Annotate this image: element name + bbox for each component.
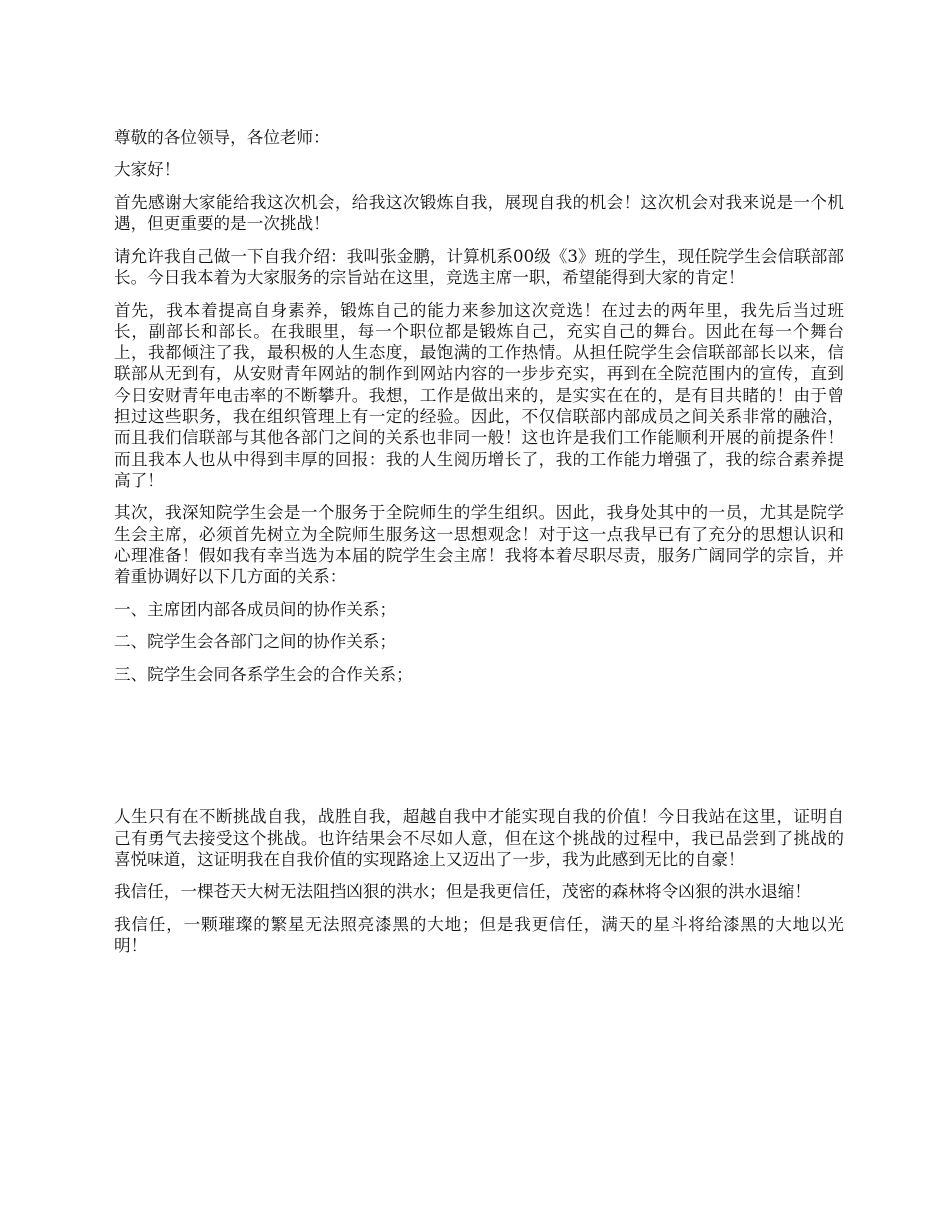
list-item-2: 二、院学生会各部门之间的协作关系； <box>114 632 397 652</box>
paragraph-introduction: 请允许我自己做一下自我介绍：我叫张金鹏，计算机系00级《3》班的学生，现任院学生会信联部部长。今日我本着为大家服务的宗旨站在这里，竞选主席一职，希望能得到大家的肯定！ <box>114 246 844 288</box>
list-item-3: 三、院学生会同各系学生会的合作关系； <box>114 664 413 684</box>
paragraph-experience: 首先，我本着提高自身素养，锻炼自己的能力来参加这次竞选！在过去的两年里，我先后当过班长，副部长和部长。在我眼里，每一个职位都是锻炼自己，充实自己的舞台。因此在每一个舞台上，我都倾注了我，最积极的人生态度，最饱满的工作热情。从担任院学生会信联部部长以来，信联部从无到有，从安财青年网站的制作到网站内容的一步步充实，再到在全院范围内的宣传，直到今日安财青年电击率的不断攀升。我想，工作是做出来的，是实实在在的，是有目共睹的！由于曾担过这些职务，我在组织管理上有一定的经验。因此，不仅信联部内部成员之间关系非常的融洽，而且我们信联部与其他各部门之间的关系也非同一般！这也许是我们工作能顺利开展的前提条件！而且我本人也从中得到丰厚的回报：我的人生阅历增长了，我的工作能力增强了，我的综合素养提高了！ <box>114 300 844 490</box>
salutation: 尊敬的各位领导，各位老师： <box>114 128 330 147</box>
paragraph-stars: 我信任，一颗璀璨的繁星无法照亮漆黑的大地；但是我更信任，满天的星斗将给漆黑的大地以光明！ <box>114 914 844 956</box>
paragraph-challenge: 人生只有在不断挑战自我，战胜自我，超越自我中才能实现自我的价值！今日我站在这里，证明自己有勇气去接受这个挑战。也许结果会不尽如人意，但在这个挑战的过程中，我已品尝到了挑战的喜悦味道，这证明我在自我价值的实现路途上又迈出了一步，我为此感到无比的自豪！ <box>114 807 844 869</box>
paragraph-thanks: 首先感谢大家能给我这次机会，给我这次锻炼自我，展现自我的机会！这次机会对我来说是一个机遇，但更重要的是一次挑战！ <box>114 192 844 234</box>
paragraph-tree: 我信任，一棵苍天大树无法阻挡凶狠的洪水；但是我更信任，茂密的森林将令凶狠的洪水退缩！ <box>114 882 811 902</box>
paragraph-service: 其次，我深知院学生会是一个服务于全院师生的学生组织。因此，我身处其中的一员，尤其是院学生会主席，必须首先树立为全院师生服务这一思想观念！对于这一点我早已有了充分的思想认识和心理准备！假如我有幸当选为本届的院学生会主席！我将本着尽职尽责，服务广阔同学的宗旨，并着重协调好以下几方面的关系： <box>114 503 844 587</box>
document-page <box>114 127 844 968</box>
blank-space <box>114 696 844 806</box>
list-item-1: 一、主席团内部各成员间的协作关系； <box>114 599 397 619</box>
greeting: 大家好！ <box>114 160 181 180</box>
